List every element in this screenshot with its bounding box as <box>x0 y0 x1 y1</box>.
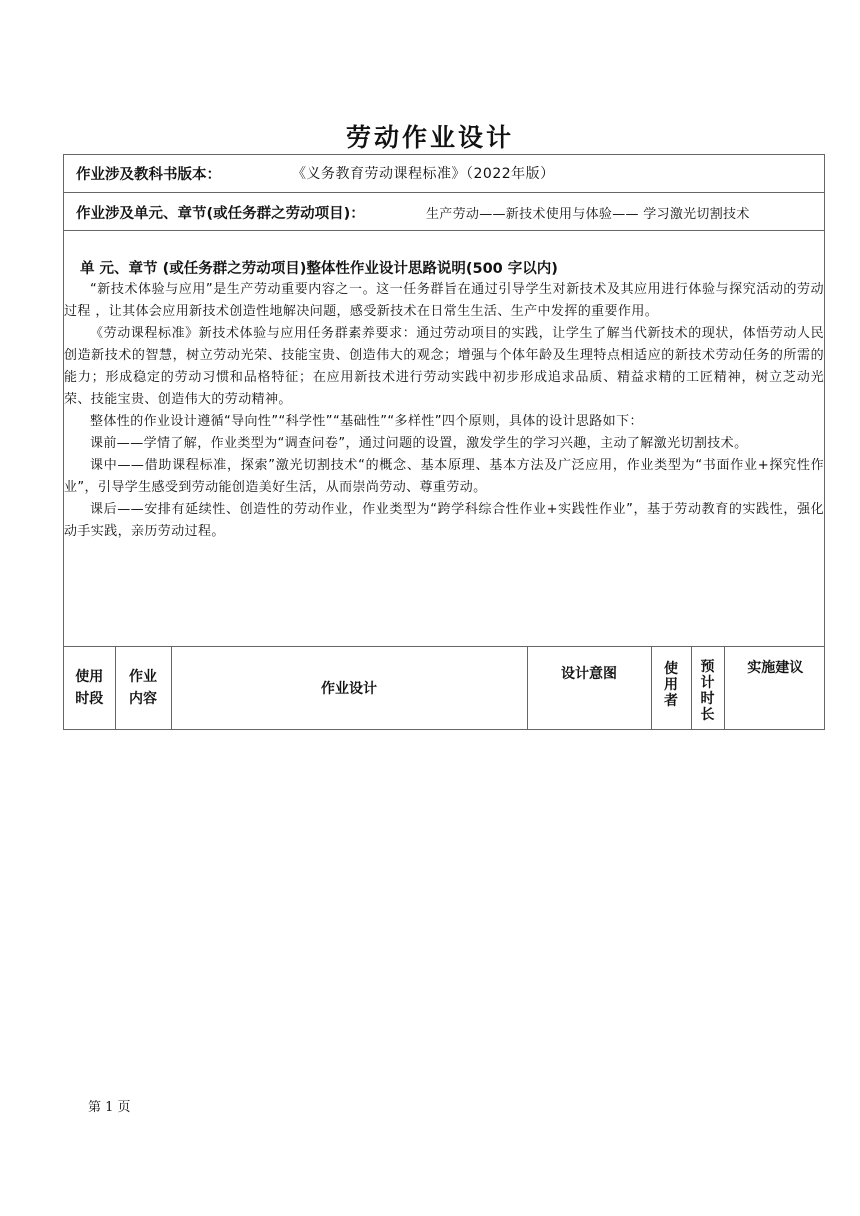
description-paragraph: 整体性的作业设计遵循“导向性”“科学性”“基础性”“多样性”四个原则，具体的设计思路如下： <box>90 414 643 429</box>
header-intent: 设计意图 <box>527 647 651 729</box>
unit-row <box>64 193 824 231</box>
header-advice: 实施建议 <box>747 660 804 676</box>
unit-label: 作业涉及单元、章节(或任务群之劳动项目)： <box>76 206 365 222</box>
textbook-row <box>64 155 824 193</box>
description-paragraph: 课中——借助课程标准，探索”激光切割技术“的概念、基本原理、基本方法及广泛应用，作业类型为“书面作业+探究性作业”，引导学生感受到劳动能创造美好生活，从而崇尚劳动、尊重劳动。 <box>64 458 824 495</box>
form-table <box>63 154 825 730</box>
header-period: 使用 时段 <box>64 647 115 729</box>
unit-value: 生产劳动——新技术使用与体验—— 学习激光切割技术 <box>426 207 750 222</box>
description-paragraph: 课后——安排有延续性、创造性的劳动作业，作业类型为“跨学科综合性作业+实践性作业”，基于劳动教育的实践性，强化动手实践，亲历劳动过程。 <box>64 502 824 539</box>
description-paragraph: “新技术体验与应用”是生产劳动重要内容之一。这一任务群旨在通过引导学生对新技术及其应用进行体验与探究活动的劳动过程 ，让其体会应用新技术创造性地解决问题，感受新技术在日常生生活、生产中发挥的重要作用。 <box>64 282 824 319</box>
textbook-value: 《义务教育劳动课程标准》（2022年版） <box>292 166 555 182</box>
header-design: 作业设计 <box>171 647 527 729</box>
header-user: 使 用 者 <box>651 647 691 729</box>
description-heading: 单 元、章节 (或任务群之劳动项目)整体性作业设计思路说明(500 字以内) <box>80 261 558 277</box>
header-row <box>64 647 826 729</box>
page-number: 第 1 页 <box>88 1100 131 1115</box>
description-paragraph: 课前——学情了解，作业类型为“调查问卷”，通过问题的设置，激发学生的学习兴趣，主动了解激光切割技术。 <box>90 436 748 451</box>
textbook-label: 作业涉及教科书版本： <box>76 167 221 183</box>
description-body <box>64 279 824 543</box>
description-row <box>64 231 824 647</box>
header-duration: 预 计 时 长 <box>691 647 724 729</box>
description-paragraph: 《劳动课程标准》新技术体验与应用任务群素养要求：通过劳动项目的实践，让学生了解当代新技术的现状，体悟劳动人民创造新技术的智慧，树立劳动光荣、技能宝贵、创造伟大的观念；增强与个体年龄及生理特点相适应的新技术劳动任务的所需的能力；形成稳定的劳动习惯和品格特征；在应用新技术进行劳动实践中初步形成追求品质、精益求精的工匠精神，树立芝动光荣、技能宝贵、创造伟大的劳动精神。 <box>64 326 824 407</box>
header-content: 作业 内容 <box>115 647 171 729</box>
page-title: 劳动作业设计 <box>345 123 514 152</box>
design-header-table <box>64 647 826 729</box>
